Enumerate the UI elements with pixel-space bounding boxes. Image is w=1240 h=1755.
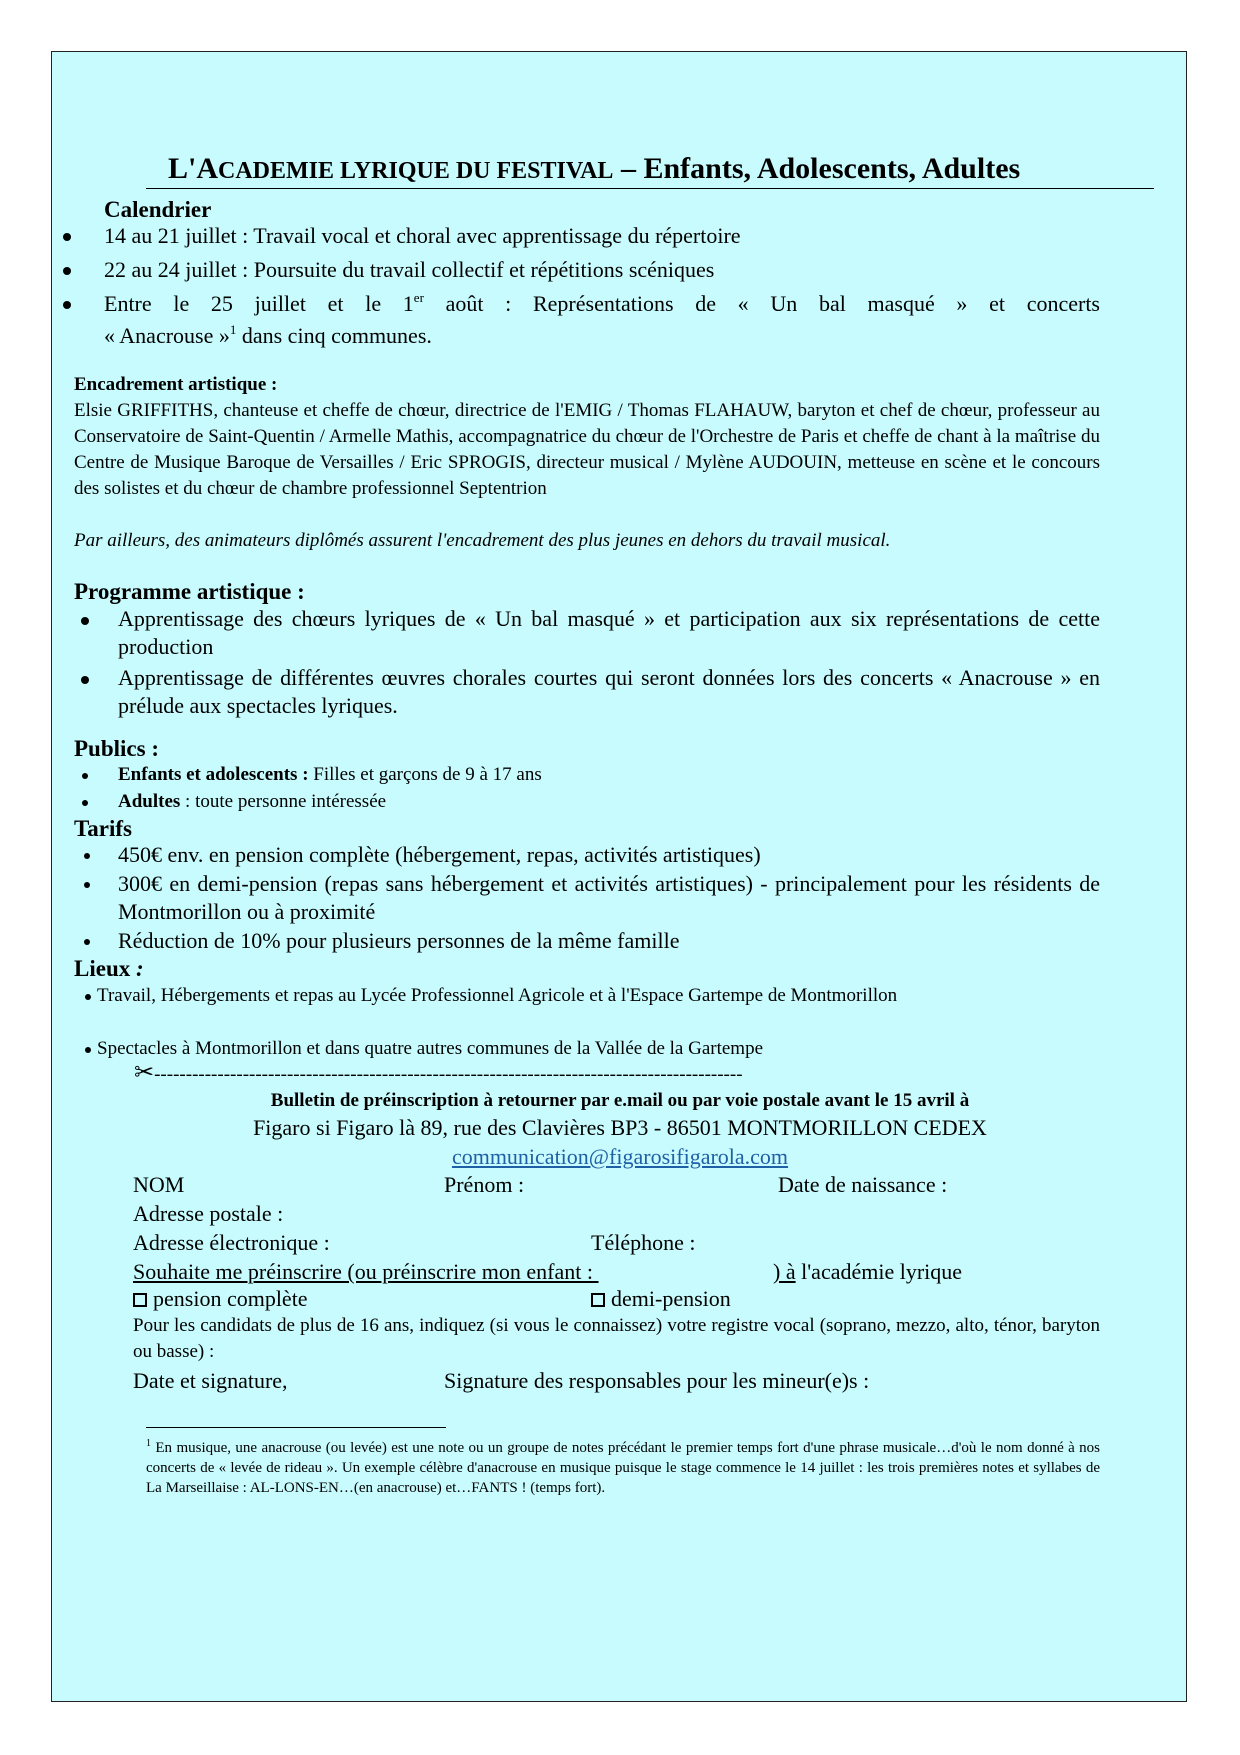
souhaite-line [133,1258,962,1286]
field-nom: NOM [133,1172,185,1197]
bullet-dot [85,994,91,1000]
demi-pension-label: demi-pension [611,1286,731,1311]
publics-item-2-text: : toute personne intéressée [180,791,387,812]
tarifs-heading: Tarifs [74,816,132,841]
calendrier-item-3-a: Entre le 25 juillet et le 1 [104,291,414,316]
title-underline [146,188,1154,189]
publics-heading: Publics : [74,736,159,761]
souhaite-text-2: ) à [773,1259,796,1284]
programme-item-2: Apprentissage de différentes œuvres chorales courtes qui seront données lors des concerts « Anacrouse » en prélude aux spectacles lyriques. [118,665,1100,718]
calendrier-item-3-b: août : Représentations de « Un bal masqué » et concerts [423,291,1100,316]
calendrier-item-3-line2-b: dans cinq communes. [236,323,432,348]
option-pension-complete[interactable] [133,1285,308,1313]
field-telephone: Téléphone : [591,1230,696,1255]
souhaite-rest: l'académie lyrique [795,1259,963,1284]
bullet-dot [84,939,90,945]
cut-line [134,1058,743,1090]
field-adresse-electronique: Adresse électronique : [133,1230,330,1255]
bullet-dot [82,773,88,779]
publics-item-2-label: Adultes [118,791,181,812]
bullet-dot [81,617,89,625]
encadrement-body: Elsie GRIFFITHS, chanteuse et cheffe de chœur, directrice de l'EMIG / Thomas FLAHAUW, baryton et chef de chœur, professeur au Conservatoire de Saint-Quentin / Armelle Mathis, accompagnatrice du chœur de l'Orchestre de Paris et cheffe de chant à la maîtrise du Centre de Musique Baroque de Versailles / Eric SPROGIS, directeur musical / Mylène AUDOUIN, metteuse en scène et le concours des solistes et du chœur de chambre professionnel Septentrion [74,400,1100,499]
publics-item-1 [118,762,542,788]
calendrier-item-1: 14 au 21 juillet : Travail vocal et choral avec apprentissage du répertoire [104,223,741,248]
page-title [168,152,1208,188]
signature-responsables: Signature des responsables pour les mineur(e)s : [444,1368,870,1393]
publics-item-1-text: Filles et garçons de 9 à 17 ans [308,764,542,785]
lieux-heading-text: Lieux [74,956,131,981]
scissors-icon: ✂ [134,1060,155,1086]
demi-pension-checkbox[interactable] [591,1293,605,1307]
publics-item-2 [118,789,386,815]
bulletin-email-container [52,1143,1188,1171]
calendrier-item-3-sup: er [413,290,424,305]
programme-item-1: Apprentissage des chœurs lyriques de « Un bal masqué » et participation aux six représentations de cette production [118,606,1100,659]
registre-vocal-text: Pour les candidats de plus de 16 ans, indiquez (si vous le connaissez) votre registre vocal (soprano, mezzo, alto, ténor, baryton ou basse) : [133,1315,1100,1362]
programme-heading: Programme artistique : [74,579,305,604]
bullet-dot [84,853,90,859]
bullet-dot [82,800,88,806]
encadrement-note: Par ailleurs, des animateurs diplômés assurent l'encadrement des plus jeunes en dehors du travail musical. [74,530,891,551]
field-prenom: Prénom : [444,1172,525,1197]
enfant-blank [593,1258,773,1286]
bullet-dot [81,676,89,684]
lieux-item-2: Spectacles à Montmorillon et dans quatre autres communes de la Vallée de la Gartempe [97,1038,764,1059]
footnote-separator [146,1427,446,1428]
field-adresse-postale: Adresse postale : [133,1201,284,1226]
pension-complete-label: pension complète [153,1286,308,1311]
footnote-text: En musique, une anacrouse (ou levée) est une note ou un groupe de notes précédant le premier temps fort d'une phrase musicale…d'où le nom donné à nos concerts de « levée de rideau ». Un exemple célèbre d'anacrouse en musique puisque le stage commence le 14 juillet : les trois premières notes et syllabes de La Marseillaise : AL-LONS-EN…(en anacrouse) et…FANTS ! (temps fort). [146,1440,1100,1496]
bullet-dot [63,233,71,241]
encadrement-heading: Encadrement artistique : [74,374,278,395]
bulletin-address: Figaro si Figaro là 89, rue des Clavières BP3 - 86501 MONTMORILLON CEDEX [253,1115,987,1140]
cut-dashes: --------------------------------------------------------------------------------------------- [154,1064,743,1085]
souhaite-text: Souhaite me préinscrire (ou préinscrire mon enfant : [133,1259,594,1284]
bullet-dot [85,1047,91,1053]
title-part1: L'A [168,152,219,185]
bulletin-heading: Bulletin de préinscription à retourner par e.mail ou par voie postale avant le 15 avril à [270,1090,970,1111]
lieux-heading-colon: : [130,956,144,981]
footnote-number: 1 [146,1438,151,1449]
tarifs-item-3: Réduction de 10% pour plusieurs personnes de la même famille [118,928,680,953]
calendrier-item-3-line2 [104,321,432,351]
field-date-naissance: Date de naissance : [778,1172,948,1197]
bullet-dot [63,301,71,309]
title-part2: – Enfants, Adolescents, Adultes [613,152,1021,185]
pension-complete-checkbox[interactable] [133,1293,147,1307]
title-part1-smallcaps: CADEMIE LYRIQUE DU FESTIVAL [218,158,614,184]
document-page [51,51,1187,1702]
footnote-ref: 1 [229,322,237,337]
lieux-heading [74,955,144,983]
calendrier-item-2: 22 au 24 juillet : Poursuite du travail collectif et répétitions scéniques [104,257,715,282]
calendrier-heading: Calendrier [104,197,212,222]
calendrier-item-3 [104,289,1100,319]
bulletin-email-link[interactable]: communication@figarosifigarola.com [451,1144,789,1169]
tarifs-item-1: 450€ env. en pension complète (hébergement, repas, activités artistiques) [118,842,761,867]
bullet-dot [63,267,71,275]
calendrier-item-3-line2-a: « Anacrouse » [104,323,230,348]
option-demi-pension[interactable] [591,1285,731,1313]
bullet-dot [84,882,90,888]
lieux-item-1: Travail, Hébergements et repas au Lycée Professionnel Agricole et à l'Espace Gartempe de Montmorillon [97,985,898,1006]
tarifs-item-2: 300€ en demi-pension (repas sans hébergement et activités artistiques) - principalement pour les résidents de Montmorillon ou à proximité [118,871,1100,924]
date-signature: Date et signature, [133,1368,288,1393]
footnote [146,1438,1100,1498]
publics-item-1-label: Enfants et adolescents : [118,764,309,785]
